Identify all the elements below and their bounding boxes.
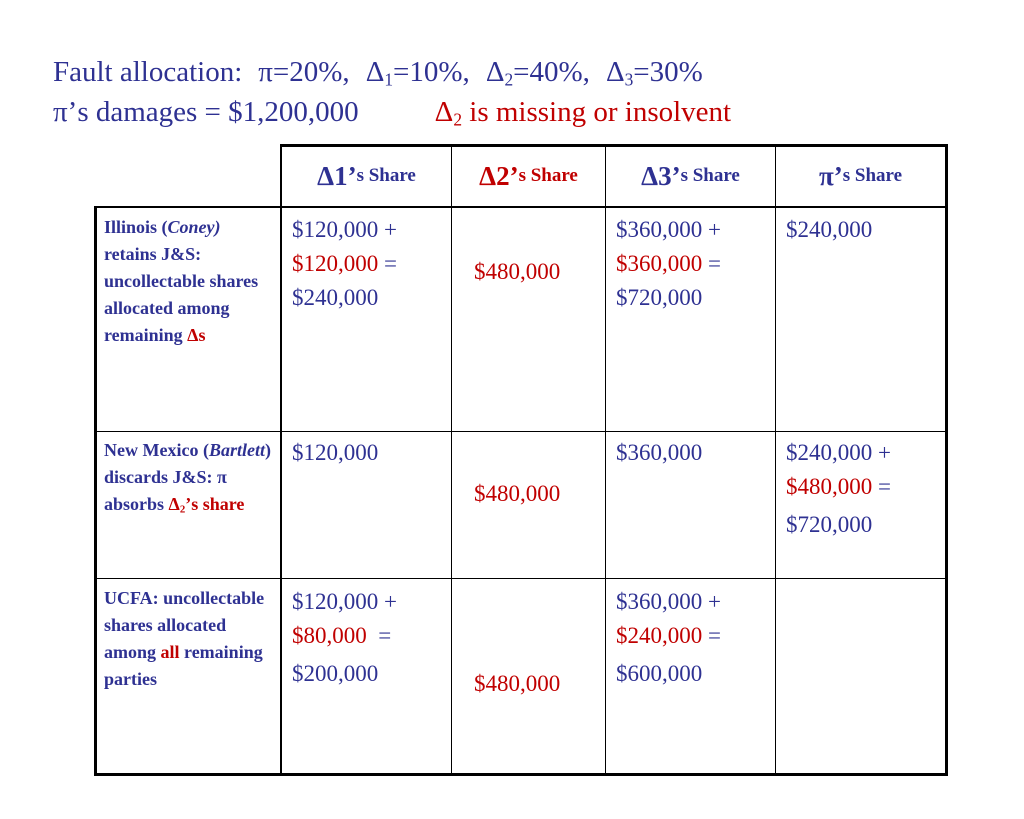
title-line-damages — [53, 96, 731, 129]
label-text: retains J&S: uncollectable shares allocated among remaining — [104, 244, 259, 345]
cell-line: $200,000 — [292, 661, 379, 686]
table-column-divider — [451, 144, 452, 776]
delta-subscript: 2 — [453, 109, 463, 130]
label-text: all — [160, 642, 180, 662]
delta-symbol: Δ — [641, 160, 659, 191]
header-delta1-share: Δ 1 ’ s Share — [317, 160, 416, 191]
pi-symbol: π — [258, 56, 273, 88]
cell-ucfa-delta1 — [292, 585, 397, 691]
label-text: remaining parties — [104, 642, 263, 689]
cell-line: $720,000 — [616, 285, 703, 310]
cell-line — [292, 619, 397, 653]
cell-line: $720,000 — [786, 512, 873, 537]
cell-line — [616, 619, 721, 653]
cell-line: $120,000 + — [292, 217, 397, 242]
delta1-percent: =10%, — [393, 56, 470, 88]
delta-symbol: Δ — [187, 325, 199, 345]
cell-illinois-delta3 — [616, 213, 721, 315]
row-label-ucfa — [104, 585, 276, 693]
delta2-percent: =40%, — [513, 56, 590, 88]
cell-line: $360,000 + — [616, 589, 721, 614]
cell-line: $360,000 + — [616, 217, 721, 242]
delta3-percent: =30% — [633, 56, 703, 88]
delta-symbol: Δ — [365, 56, 385, 88]
cell-line: $600,000 — [616, 661, 703, 686]
label-text: s — [198, 325, 206, 345]
pi-percent: =20%, — [272, 56, 350, 88]
delta-symbol: Δ — [479, 160, 497, 191]
cell-red-amount: $480,000 — [786, 474, 873, 499]
cell-illinois-delta2: $480,000 — [474, 259, 561, 284]
header-share-text: s Share — [356, 165, 416, 186]
pi-symbol: π — [818, 160, 834, 191]
cell-red-amount: $360,000 — [616, 251, 703, 276]
allocation-table — [94, 144, 948, 776]
cell-illinois-pi: $240,000 — [786, 217, 873, 242]
apostrophe: ’ — [833, 160, 843, 191]
row-label-illinois — [104, 214, 276, 349]
header-share-text: s Share — [842, 165, 903, 186]
table-column-divider — [775, 144, 776, 776]
delta-subscript: 2 — [504, 69, 514, 90]
table-row-divider — [94, 578, 948, 579]
cell-operator: = — [702, 623, 721, 648]
cell-red-amount: $80,000 — [292, 623, 367, 648]
header-delta3-share: Δ 3 ’ s Share — [641, 160, 740, 191]
row-label-new-mexico — [104, 437, 276, 518]
apostrophe: ’ — [509, 160, 519, 191]
label-text: UCFA: uncollectable shares allocated among — [104, 588, 265, 662]
table-border-bottom — [94, 773, 948, 776]
delta-subscript: 3 — [624, 69, 634, 90]
cell-line — [292, 247, 397, 281]
cell-ucfa-delta3 — [616, 585, 721, 691]
label-text: ’s share — [185, 494, 245, 514]
cell-new-mexico-delta3: $360,000 — [616, 440, 703, 465]
cell-line: $240,000 — [292, 285, 379, 310]
cell-new-mexico-pi — [786, 436, 891, 542]
delta-subscript: 1 — [384, 69, 394, 90]
cell-operator: = — [378, 251, 397, 276]
header-share-text: s Share — [680, 165, 740, 186]
cell-operator: = — [872, 474, 891, 499]
cell-ucfa-delta2: $480,000 — [474, 671, 561, 696]
cell-operator: = — [702, 251, 721, 276]
damages-text: ’s damages = $1,200,000 — [67, 96, 359, 128]
table-column-divider — [605, 144, 606, 776]
cell-line — [616, 247, 721, 281]
table-column-divider — [280, 144, 282, 776]
case-name: Bartlett — [208, 440, 265, 460]
case-name: Coney) — [167, 217, 221, 237]
label-text: New Mexico ( — [104, 440, 209, 460]
cell-red-amount: $120,000 — [292, 251, 379, 276]
pi-symbol: π — [53, 96, 68, 128]
cell-operator: = — [366, 623, 392, 648]
label-text: Illinois ( — [104, 217, 168, 237]
fault-allocation-label: Fault allocation: — [53, 56, 243, 88]
table-border-right — [945, 144, 948, 776]
cell-new-mexico-delta1: $120,000 — [292, 440, 379, 465]
delta-symbol: Δ — [605, 56, 625, 88]
header-delta2-share: Δ 2 ’ s Share — [479, 160, 578, 191]
missing-text: is missing or insolvent — [469, 96, 732, 128]
cell-line — [786, 470, 891, 504]
apostrophe: ’ — [671, 160, 681, 191]
table-border-left — [94, 206, 97, 776]
cell-new-mexico-delta2: $480,000 — [474, 481, 561, 506]
title-line-fault-allocation — [53, 56, 703, 89]
cell-line: $240,000 + — [786, 440, 891, 465]
delta-symbol: Δ — [485, 56, 505, 88]
table-row-divider — [94, 431, 948, 432]
cell-line: $120,000 + — [292, 589, 397, 614]
cell-illinois-delta1 — [292, 213, 397, 315]
pi-symbol: π — [217, 467, 227, 487]
apostrophe: ’ — [347, 160, 357, 191]
delta-symbol: Δ — [434, 96, 454, 128]
delta-symbol: Δ — [168, 494, 180, 514]
cell-red-amount: $240,000 — [616, 623, 703, 648]
label-text: absorbs — [104, 494, 169, 514]
delta-subscript: 2 — [179, 503, 186, 516]
header-pi-share — [776, 144, 945, 208]
label-text: ) discards J&S: — [104, 440, 271, 487]
delta-symbol: Δ — [317, 160, 335, 191]
header-share-text: s Share — [518, 165, 578, 186]
